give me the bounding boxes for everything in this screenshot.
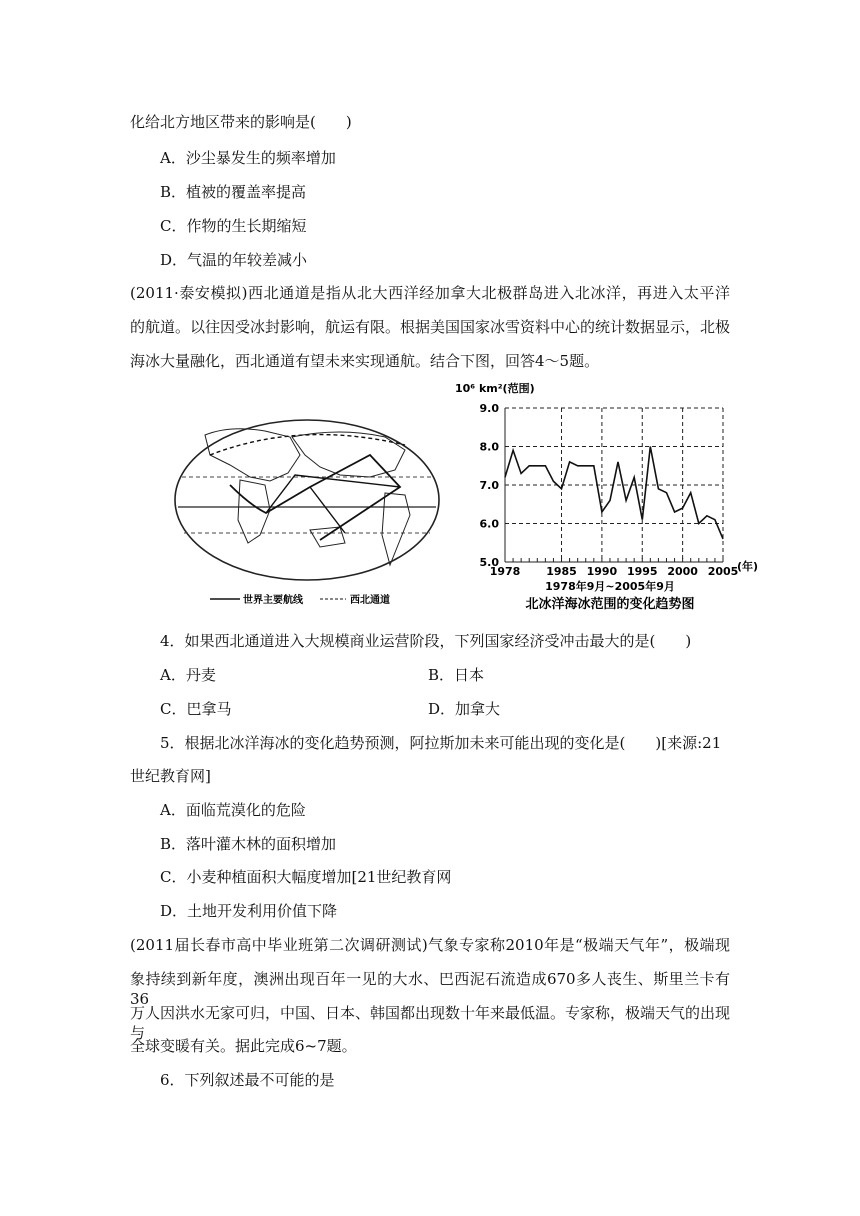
y-tick-label: 9.0 — [479, 402, 499, 415]
passage-2-line-3: 万人因洪水无家可归，中国、日本、韩国都出现数十年来最低温。专家称，极端天气的出现与 — [130, 1004, 731, 1042]
question-3-stem-tail: 化给北方地区带来的影响是( ) — [130, 113, 352, 131]
world-map-figure — [170, 415, 445, 615]
option-3c: C．作物的生长期缩短 — [160, 217, 307, 235]
option-4b: B．日本 — [428, 666, 485, 684]
question-4: 4．如果西北通道进入大规模商业运营阶段，下列国家经济受冲击最大的是( ) — [160, 632, 692, 650]
major-shipping-route — [266, 475, 400, 533]
chart-subtitle: 1978年9月~2005年9月 — [545, 580, 675, 593]
chart-title: 北冰洋海冰范围的变化趋势图 — [525, 597, 695, 612]
x-axis-unit: (年) — [737, 560, 759, 573]
north-america-landmass — [292, 432, 405, 477]
x-tick-label: 1978 — [489, 565, 521, 578]
option-3b: B．植被的覆盖率提高 — [160, 183, 307, 201]
passage-2-line-1: (2011届长春市高中毕业班第二次调研测试)气象专家称2010年是“极端天气年”，极端现 — [130, 936, 730, 954]
option-5b: B．落叶灌木林的面积增加 — [160, 835, 337, 853]
passage-1-line-1: (2011·泰安模拟)西北通道是指从北大西洋经加拿大北极群岛进入北冰洋，再进入太平洋 — [130, 284, 730, 302]
australia-landmass — [310, 527, 345, 547]
x-tick-label: 2005 — [707, 565, 739, 578]
passage-2-line-2: 象持续到新年度，澳洲出现百年一见的大水、巴西泥石流造成670多人丧生、斯里兰卡有36 — [130, 970, 730, 1008]
option-3a: A．沙尘暴发生的频率增加 — [160, 149, 336, 167]
question-5-line-2: 世纪教育网] — [130, 767, 211, 785]
passage-1-line-2: 的航道。以往因受冰封影响，航运有限。根据美国国家冰雪资料中心的统计数据显示，北极 — [130, 318, 731, 336]
option-4a: A．丹麦 — [160, 666, 216, 684]
x-tick-label: 1995 — [626, 565, 658, 578]
option-3d: D．气温的年较差减小 — [160, 251, 308, 269]
sea-ice-chart — [455, 380, 765, 612]
south-america-landmass — [382, 493, 410, 565]
passage-1-line-3: 海冰大量融化，西北通道有望未来实现通航。结合下图，回答4～5题。 — [130, 352, 600, 370]
question-5-line-1: 5．根据北冰洋海冰的变化趋势预测，阿拉斯加未来可能出现的变化是( )[来源:21 — [160, 734, 722, 752]
question-6: 6．下列叙述最不可能的是 — [160, 1071, 335, 1089]
y-axis-label: 10⁶ km²(范围) — [455, 382, 535, 395]
sea-ice-extent-line — [505, 447, 723, 539]
passage-2-line-4: 全球变暖有关。据此完成6~7题。 — [130, 1037, 357, 1055]
y-tick-label: 7.0 — [479, 479, 499, 492]
x-tick-label: 1985 — [546, 565, 577, 578]
x-tick-label: 2000 — [667, 565, 698, 578]
y-tick-label: 6.0 — [479, 517, 499, 531]
y-tick-label: 8.0 — [479, 440, 499, 454]
africa-landmass — [238, 480, 270, 543]
option-4d: D．加拿大 — [428, 700, 501, 718]
option-5a: A．面临荒漠化的危险 — [160, 801, 306, 819]
legend-nw-label: 西北通道 — [350, 595, 390, 606]
option-4c: C．巴拿马 — [160, 700, 232, 718]
x-tick-label: 1990 — [586, 565, 618, 578]
y-tick-label: 5.0 — [479, 556, 499, 569]
major-shipping-route — [230, 455, 400, 540]
option-5d: D．土地开发利用价值下降 — [160, 902, 338, 920]
legend-route-label: 世界主要航线 — [243, 595, 303, 606]
option-5c: C．小麦种植面积大幅度增加[21世纪教育网 — [160, 868, 452, 886]
northwest-passage-route — [210, 435, 405, 455]
